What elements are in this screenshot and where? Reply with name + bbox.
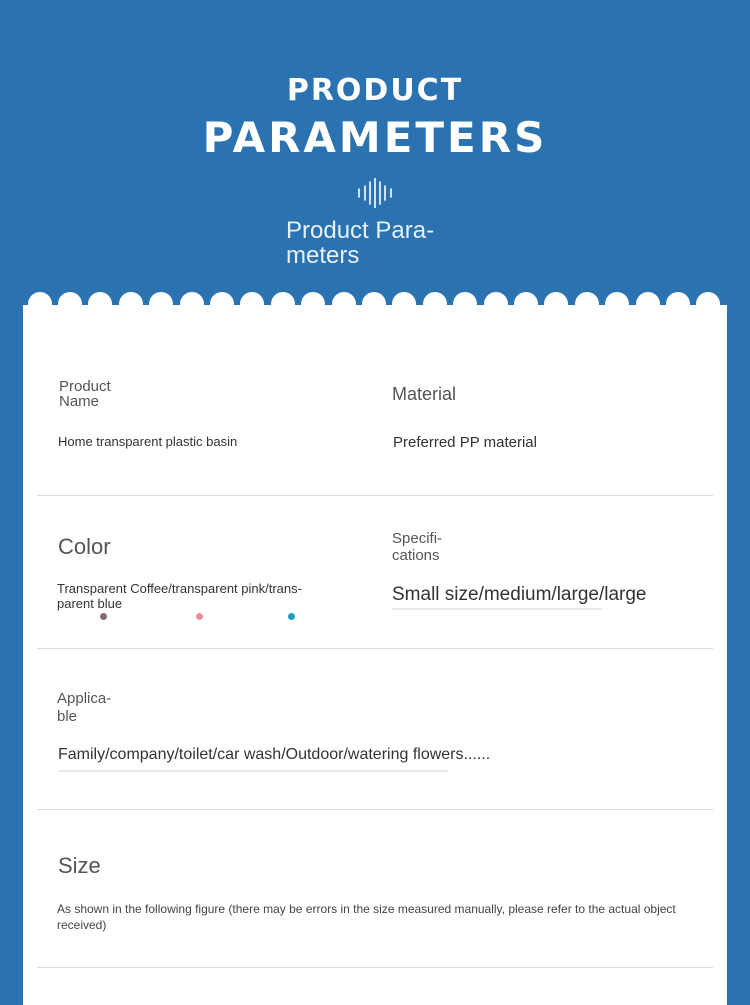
page-title-line1: PRODUCT bbox=[286, 73, 464, 108]
row-divider bbox=[37, 648, 713, 649]
material-label: Material bbox=[392, 384, 457, 404]
header-banner bbox=[0, 0, 750, 305]
applicable-value: Family/company/toilet/car wash/Outdoor/watering flowers...... bbox=[58, 746, 491, 763]
specifications-label: Specifi-cations bbox=[392, 530, 443, 564]
product-name-label: Product Name bbox=[59, 378, 111, 410]
color-swatch-blue bbox=[288, 613, 295, 620]
scalloped-edge bbox=[23, 290, 727, 314]
parameters-card bbox=[23, 305, 727, 1005]
color-swatch-pink bbox=[196, 613, 203, 620]
applicable-overflow-line bbox=[58, 770, 448, 772]
product-name-value: Home transparent plastic basin bbox=[58, 434, 238, 449]
page-title-line2: PARAMETERS bbox=[202, 113, 548, 162]
color-label: Color bbox=[58, 534, 111, 559]
row-divider bbox=[37, 495, 713, 496]
page-subtitle: Product Para-meters bbox=[286, 217, 435, 269]
applicable-label: Applica-ble bbox=[57, 690, 112, 725]
size-label: Size bbox=[58, 853, 101, 878]
size-value: As shown in the following figure (there may be errors in the size measured manually, please refer to the actual object received) bbox=[57, 902, 676, 932]
sound-wave-icon bbox=[357, 178, 393, 208]
specifications-value: Small size/medium/large/large bbox=[392, 584, 647, 605]
color-swatch-coffee bbox=[100, 613, 107, 620]
color-value: Transparent Coffee/transparent pink/trans-parent blue bbox=[57, 581, 302, 611]
row-divider bbox=[37, 967, 713, 968]
material-value: Preferred PP material bbox=[393, 434, 537, 451]
row-divider bbox=[37, 809, 713, 810]
specifications-overflow-line bbox=[392, 608, 602, 610]
